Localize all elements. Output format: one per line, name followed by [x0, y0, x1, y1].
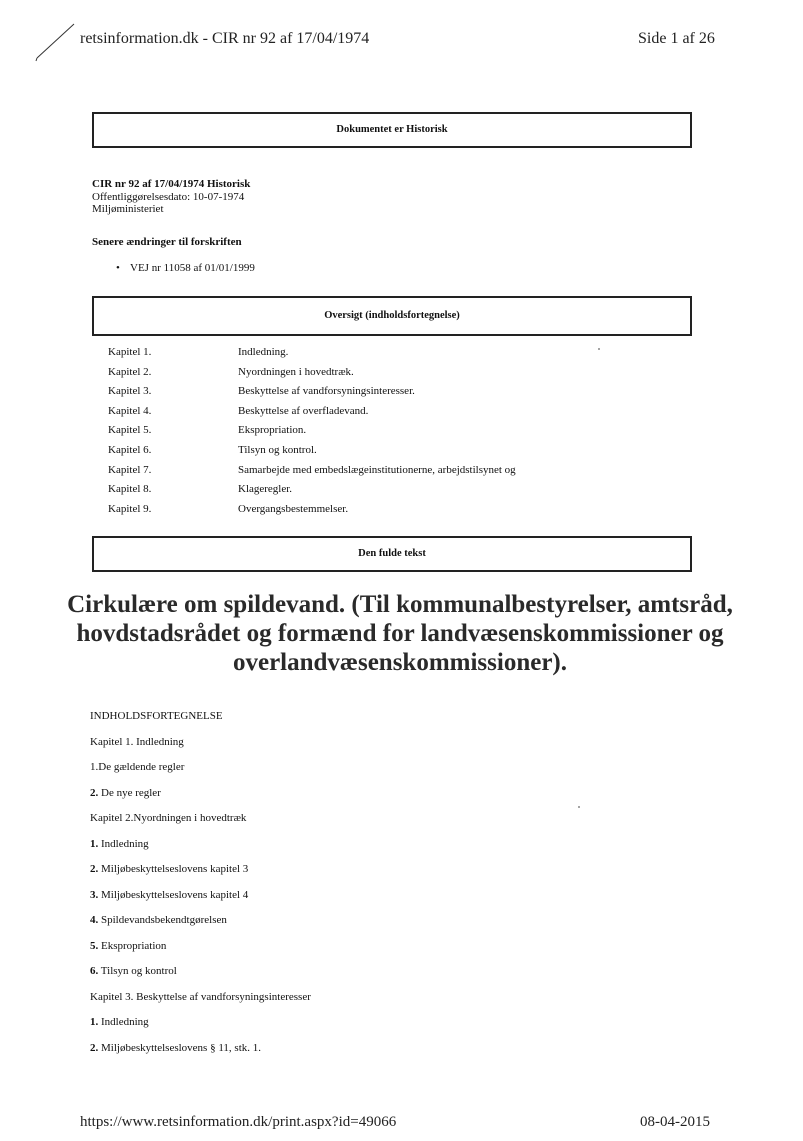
toc-chapter-title[interactable]: Tilsyn og kontrol. [238, 443, 317, 456]
toc-chapter-number: Kapitel 8. [108, 483, 152, 496]
fulltext-banner: Den fulde tekst [92, 536, 692, 572]
index-text[interactable]: 1.De gældende regler [90, 761, 185, 773]
index-line[interactable] [90, 991, 311, 1017]
overview-banner: Oversigt (indholdsfortegnelse) [92, 296, 692, 336]
scan-speck [578, 806, 580, 808]
index-line[interactable] [90, 863, 311, 889]
index-text[interactable]: Spildevandsbekendtgørelsen [98, 914, 227, 926]
index-number: 2. [90, 786, 99, 799]
index-line[interactable] [90, 1016, 311, 1042]
toc-chapter-number: Kapitel 9. [108, 502, 152, 515]
toc-chapter-number: Kapitel 1. [108, 346, 152, 358]
toc-row[interactable] [108, 444, 516, 464]
publication-date: Offentliggørelsesdato: 10-07-1974 [92, 190, 245, 203]
index-line[interactable] [90, 965, 311, 991]
toc-chapter-title[interactable]: Ekspropriation. [238, 424, 307, 437]
index-number: 5. [90, 939, 99, 952]
index-number: 2. [90, 863, 99, 875]
toc-chapter-number: Kapitel 3. [108, 385, 152, 398]
ministry: Miljøministeriet [92, 203, 164, 215]
index-line[interactable] [90, 812, 311, 838]
toc-row[interactable] [108, 424, 516, 444]
index-text[interactable]: Kapitel 2.Nyordningen i hovedtræk [90, 812, 247, 824]
index-heading: INDHOLDSFORTEGNELSE [90, 710, 223, 722]
page-header-page-number: Side 1 af 26 [638, 30, 715, 47]
index-number: 3. [90, 888, 99, 901]
toc-chapter-title[interactable]: Beskyttelse af overfladevand. [238, 404, 369, 417]
footer-date: 08-04-2015 [640, 1114, 710, 1130]
index-line[interactable] [90, 914, 311, 940]
index-number: 1. [90, 837, 99, 850]
index-line[interactable] [90, 736, 311, 762]
index-text[interactable]: Kapitel 3. Beskyttelse af vandforsyningsinteresser [90, 990, 311, 1003]
toc-chapter-number: Kapitel 5. [108, 424, 152, 437]
toc-row[interactable] [108, 346, 516, 366]
index-line[interactable] [90, 889, 311, 915]
toc-chapter-title[interactable]: Beskyttelse af vandforsyningsinteresser. [238, 385, 415, 398]
toc-row[interactable] [108, 366, 516, 386]
amendment-link[interactable]: VEJ nr 11058 af 01/01/1999 [130, 262, 255, 274]
amendments-heading: Senere ændringer til forskriften [92, 236, 242, 248]
index-text[interactable]: De nye regler [98, 786, 161, 799]
index-text[interactable]: Tilsyn og kontrol [98, 965, 177, 977]
index-number: 2. [90, 1041, 99, 1054]
index-text[interactable]: Ekspropriation [98, 939, 167, 952]
index-number: 4. [90, 914, 99, 926]
page-header-title: retsinformation.dk - CIR nr 92 af 17/04/1974 [80, 30, 370, 47]
index-text[interactable]: Miljøbeskyttelseslovens kapitel 4 [98, 888, 249, 901]
toc-chapter-number: Kapitel 6. [108, 443, 152, 456]
document-title: CIR nr 92 af 17/04/1974 Historisk [92, 178, 251, 190]
index-text[interactable]: Indledning [98, 837, 149, 850]
table-of-contents [108, 346, 516, 522]
index-list [90, 710, 311, 1067]
historic-banner: Dokumentet er Historisk [92, 112, 692, 148]
index-number: 6. [90, 965, 99, 977]
toc-chapter-title[interactable]: Nyordningen i hovedtræk. [238, 365, 354, 378]
toc-chapter-title[interactable]: Indledning. [238, 346, 289, 358]
toc-chapter-number: Kapitel 7. [108, 463, 152, 476]
index-line[interactable] [90, 940, 311, 966]
index-line[interactable] [90, 761, 311, 787]
toc-row[interactable] [108, 385, 516, 405]
bullet-icon: • [116, 262, 120, 274]
index-number: 1. [90, 1016, 99, 1028]
pen-mark-icon [34, 22, 78, 62]
toc-chapter-title[interactable]: Overgangsbestemmelser. [238, 502, 349, 515]
index-text[interactable]: Kapitel 1. Indledning [90, 735, 184, 748]
scan-speck [598, 348, 600, 350]
main-title: Cirkulære om spildevand. (Til kommunalbestyrelser, amtsråd, hovdstadsrådet og formænd for landvæsenskommissioner og overlandvæsenskommissioner). [67, 591, 733, 676]
toc-row[interactable] [108, 405, 516, 425]
toc-row[interactable] [108, 464, 516, 484]
footer-url[interactable]: https://www.retsinformation.dk/print.aspx?id=49066 [80, 1114, 397, 1130]
index-text[interactable]: Indledning [98, 1016, 149, 1028]
index-line[interactable] [90, 787, 311, 813]
index-line[interactable] [90, 838, 311, 864]
toc-chapter-title[interactable]: Klageregler. [238, 483, 293, 496]
toc-row[interactable] [108, 483, 516, 503]
index-text[interactable]: Miljøbeskyttelseslovens § 11, stk. 1. [98, 1041, 262, 1054]
toc-chapter-number: Kapitel 4. [108, 404, 152, 417]
toc-chapter-number: Kapitel 2. [108, 365, 152, 378]
index-text[interactable]: Miljøbeskyttelseslovens kapitel 3 [98, 863, 249, 875]
index-line[interactable] [90, 1042, 311, 1068]
document-meta [92, 178, 250, 216]
amendment-item[interactable] [116, 262, 255, 274]
toc-row[interactable] [108, 503, 516, 523]
toc-chapter-title[interactable]: Samarbejde med embedslægeinstitutionerne, arbejdstilsynet og [238, 463, 516, 476]
